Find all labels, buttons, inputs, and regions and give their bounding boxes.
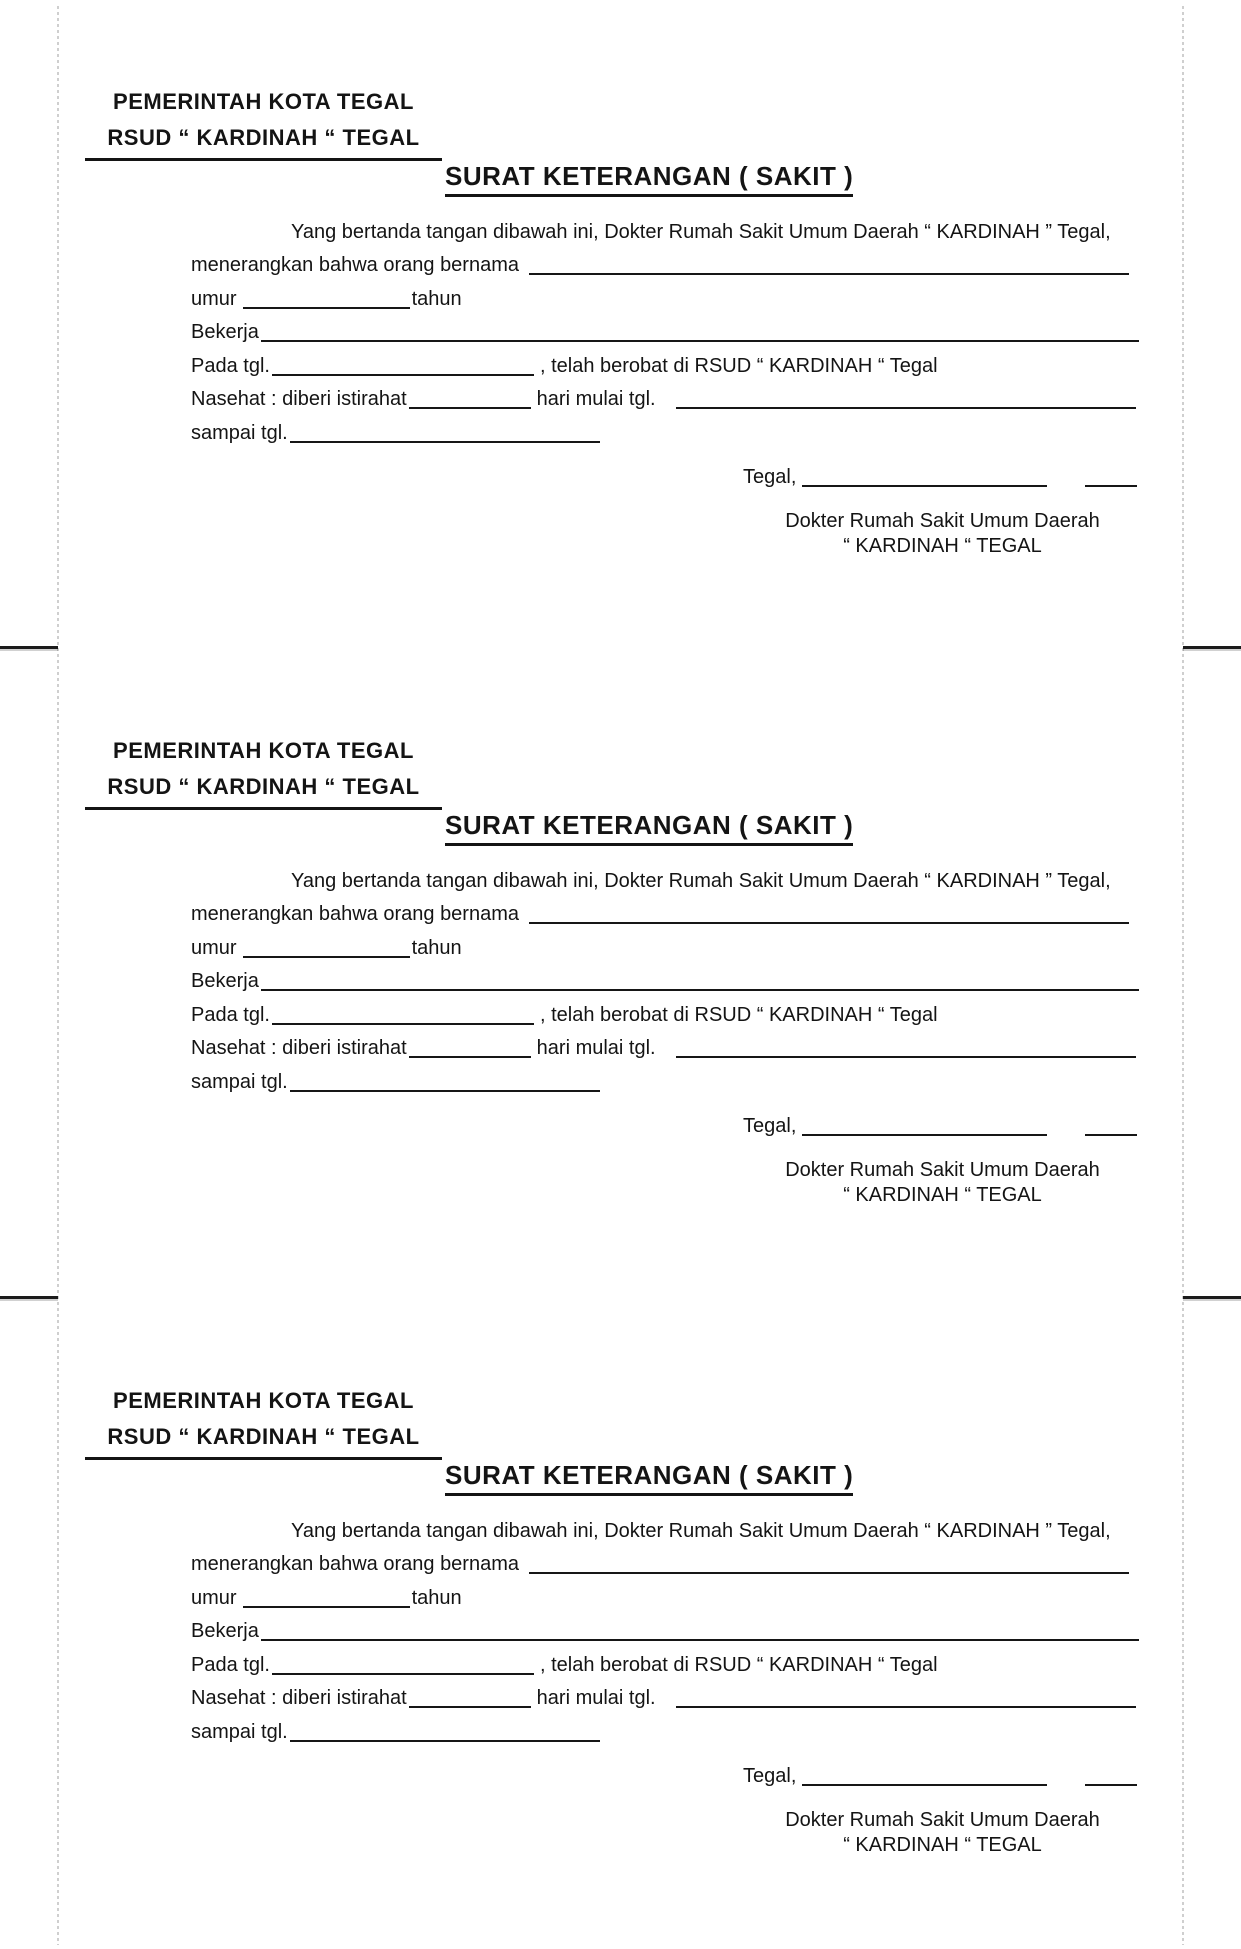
hospital-name: RSUD “ KARDINAH “ TEGAL	[107, 125, 420, 150]
patient-name-blank-line	[529, 922, 1129, 924]
rest-start-blank-line	[676, 1706, 1136, 1708]
patient-name-blank-line	[529, 273, 1129, 275]
visit-date-suffix: , telah berobat di RSUD “ KARDINAH “ Tegal	[539, 1653, 938, 1676]
age-label: umur	[191, 1586, 237, 1609]
rest-until-row	[191, 1716, 1151, 1749]
signer-title: Dokter Rumah Sakit Umum Daerah	[785, 510, 1100, 532]
intro-paragraph: Yang bertanda tangan dibawah ini, Dokter Rumah Sakit Umum Daerah “ KARDINAH ” Tegal,	[291, 1520, 1111, 1542]
patient-name-blank-line	[529, 1572, 1129, 1574]
agency-name: PEMERINTAH KOTA TEGAL	[113, 1388, 414, 1413]
signature-date-blank-line	[802, 485, 1047, 487]
age-row	[191, 932, 1151, 965]
letterhead	[85, 84, 442, 161]
visit-date-blank-line	[272, 374, 534, 376]
visit-date-row	[191, 350, 1151, 383]
signature-short-blank-line	[1085, 1134, 1137, 1136]
age-row	[191, 283, 1151, 316]
certificate-body	[191, 1515, 1151, 1749]
patient-name-row	[191, 249, 1151, 282]
city-date-line	[743, 1760, 1137, 1793]
rest-until-label: sampai tgl.	[191, 421, 288, 444]
signature-date-blank-line	[802, 1134, 1047, 1136]
age-suffix: tahun	[411, 936, 462, 959]
signer-block	[770, 509, 1115, 558]
agency-name: PEMERINTAH KOTA TEGAL	[113, 89, 414, 114]
agency-name: PEMERINTAH KOTA TEGAL	[113, 738, 414, 763]
patient-name-label: menerangkan bahwa orang bernama	[191, 903, 519, 926]
age-row	[191, 1582, 1151, 1615]
signer-block	[770, 1158, 1115, 1207]
certificate-title: SURAT KETERANGAN ( SAKIT )	[445, 160, 853, 197]
age-label: umur	[191, 287, 237, 310]
occupation-row	[191, 316, 1151, 349]
signer-hospital-name: “ KARDINAH “ TEGAL	[843, 1833, 1042, 1856]
rest-start-label: hari mulai tgl.	[536, 388, 656, 411]
age-blank-line	[243, 307, 410, 309]
rest-until-row	[191, 417, 1151, 450]
age-blank-line	[243, 956, 410, 958]
occupation-blank-line	[261, 989, 1139, 991]
occupation-label: Bekerja	[191, 970, 259, 993]
certificate-body	[191, 865, 1151, 1099]
rest-start-label: hari mulai tgl.	[536, 1687, 656, 1710]
city-label: Tegal,	[743, 466, 797, 488]
letterhead	[85, 1383, 442, 1460]
signer-title: Dokter Rumah Sakit Umum Daerah	[785, 1159, 1100, 1181]
signer-block	[770, 1808, 1115, 1857]
rest-advice-row	[191, 1032, 1151, 1065]
intro-paragraph: Yang bertanda tangan dibawah ini, Dokter Rumah Sakit Umum Daerah “ KARDINAH ” Tegal,	[291, 221, 1111, 243]
patient-name-label: menerangkan bahwa orang bernama	[191, 1553, 519, 1576]
rest-advice-label: Nasehat : diberi istirahat	[191, 1687, 407, 1710]
letterhead	[85, 733, 442, 810]
hospital-name: RSUD “ KARDINAH “ TEGAL	[107, 774, 420, 799]
signer-hospital-name: “ KARDINAH “ TEGAL	[843, 534, 1042, 557]
rest-advice-row	[191, 1682, 1151, 1715]
signer-hospital-name: “ KARDINAH “ TEGAL	[843, 1183, 1042, 1206]
patient-name-row	[191, 1548, 1151, 1581]
visit-date-suffix: , telah berobat di RSUD “ KARDINAH “ Tegal	[539, 354, 938, 377]
signature-short-blank-line	[1085, 485, 1137, 487]
hospital-name: RSUD “ KARDINAH “ TEGAL	[107, 1424, 420, 1449]
age-suffix: tahun	[411, 287, 462, 310]
patient-name-row	[191, 898, 1151, 931]
visit-date-row	[191, 1649, 1151, 1682]
city-label: Tegal,	[743, 1115, 797, 1137]
certificate-body	[191, 216, 1151, 450]
rest-until-label: sampai tgl.	[191, 1720, 288, 1743]
rest-advice-row	[191, 383, 1151, 416]
occupation-row	[191, 965, 1151, 998]
occupation-blank-line	[261, 340, 1139, 342]
visit-date-label: Pada tgl.	[191, 354, 270, 377]
occupation-blank-line	[261, 1639, 1139, 1641]
age-label: umur	[191, 936, 237, 959]
rest-until-blank-line	[290, 1090, 600, 1092]
city-date-line	[743, 1110, 1137, 1143]
city-label: Tegal,	[743, 1765, 797, 1787]
rest-advice-label: Nasehat : diberi istirahat	[191, 1037, 407, 1060]
certificate-title: SURAT KETERANGAN ( SAKIT )	[445, 809, 853, 846]
rest-start-blank-line	[676, 407, 1136, 409]
visit-date-label: Pada tgl.	[191, 1003, 270, 1026]
medical-certificate-form	[0, 649, 1241, 1297]
medical-certificate-form	[0, 1299, 1241, 1947]
visit-date-suffix: , telah berobat di RSUD “ KARDINAH “ Tegal	[539, 1003, 938, 1026]
rest-start-label: hari mulai tgl.	[536, 1037, 656, 1060]
city-date-line	[743, 461, 1137, 494]
occupation-row	[191, 1615, 1151, 1648]
signature-short-blank-line	[1085, 1784, 1137, 1786]
rest-start-blank-line	[676, 1056, 1136, 1058]
visit-date-row	[191, 999, 1151, 1032]
visit-date-label: Pada tgl.	[191, 1653, 270, 1676]
visit-date-blank-line	[272, 1673, 534, 1675]
rest-until-blank-line	[290, 441, 600, 443]
rest-until-label: sampai tgl.	[191, 1070, 288, 1093]
age-suffix: tahun	[411, 1586, 462, 1609]
occupation-label: Bekerja	[191, 1620, 259, 1643]
patient-name-label: menerangkan bahwa orang bernama	[191, 254, 519, 277]
signer-title: Dokter Rumah Sakit Umum Daerah	[785, 1809, 1100, 1831]
intro-paragraph: Yang bertanda tangan dibawah ini, Dokter Rumah Sakit Umum Daerah “ KARDINAH ” Tegal,	[291, 870, 1111, 892]
visit-date-blank-line	[272, 1023, 534, 1025]
rest-days-blank-line	[409, 1706, 531, 1708]
occupation-label: Bekerja	[191, 321, 259, 344]
rest-days-blank-line	[409, 1056, 531, 1058]
signature-date-blank-line	[802, 1784, 1047, 1786]
rest-advice-label: Nasehat : diberi istirahat	[191, 388, 407, 411]
rest-until-row	[191, 1066, 1151, 1099]
medical-certificate-form	[0, 0, 1241, 648]
age-blank-line	[243, 1606, 410, 1608]
rest-until-blank-line	[290, 1740, 600, 1742]
certificate-title: SURAT KETERANGAN ( SAKIT )	[445, 1459, 853, 1496]
rest-days-blank-line	[409, 407, 531, 409]
